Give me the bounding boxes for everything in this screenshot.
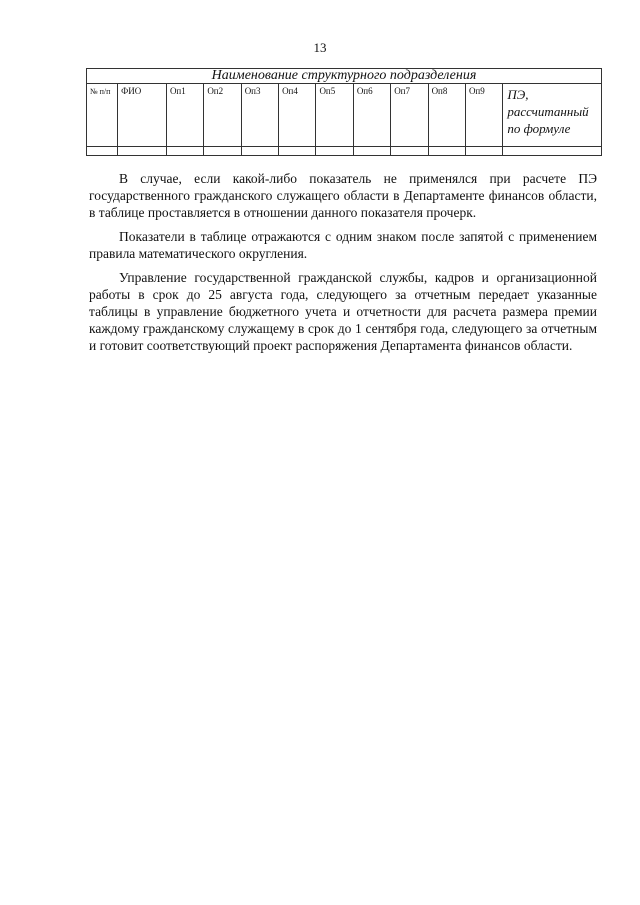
- header-op7: Оп7: [391, 84, 428, 147]
- empty-cell: [204, 147, 241, 156]
- header-pe: ПЭ, рассчитанный по формуле: [503, 84, 602, 147]
- unit-title: Наименование структурного подразделения: [87, 69, 602, 84]
- empty-cell: [353, 147, 390, 156]
- header-op3: Оп3: [241, 84, 278, 147]
- header-op8: Оп8: [428, 84, 465, 147]
- empty-cell: [503, 147, 602, 156]
- empty-cell: [118, 147, 167, 156]
- body-text: [89, 170, 597, 354]
- page-number: 13: [313, 40, 327, 55]
- empty-cell: [465, 147, 502, 156]
- header-fio: ФИО: [118, 84, 167, 147]
- table-header-row: [87, 84, 602, 147]
- empty-cell: [391, 147, 428, 156]
- paragraph-dash-rule: В случае, если какой-либо показатель не применялся при расчете ПЭ государственного гражданского служащего области в Департаменте финансов области, в таблице проставляется в отношении данного показателя прочерк.: [89, 171, 597, 220]
- table-empty-row: [87, 147, 602, 156]
- header-num: № п/п: [87, 84, 118, 147]
- table-title-row: [87, 69, 602, 84]
- empty-cell: [166, 147, 203, 156]
- empty-cell: [241, 147, 278, 156]
- header-op2: Оп2: [204, 84, 241, 147]
- paragraph-rounding-rule: Показатели в таблице отражаются с одним знаком после запятой с применением правила математического округления.: [89, 229, 597, 261]
- empty-cell: [279, 147, 316, 156]
- header-op9: Оп9: [465, 84, 502, 147]
- header-op5: Оп5: [316, 84, 353, 147]
- header-op6: Оп6: [353, 84, 390, 147]
- empty-cell: [316, 147, 353, 156]
- indicator-table-container: [86, 68, 602, 156]
- empty-cell: [87, 147, 118, 156]
- header-op1: Оп1: [166, 84, 203, 147]
- indicator-table: [86, 68, 602, 156]
- empty-cell: [428, 147, 465, 156]
- paragraph-deadline-rule: Управление государственной гражданской службы, кадров и организационной работы в срок до 25 августа года, следующего за отчетным передает указанные таблицы в управление бюджетного учета и отчетности для расчета размера премии каждому гражданскому служащему в срок до 1 сентября года, следующего за отчетным и готовит соответствующий проект распоряжения Департамента финансов области.: [89, 270, 597, 353]
- header-op4: Оп4: [279, 84, 316, 147]
